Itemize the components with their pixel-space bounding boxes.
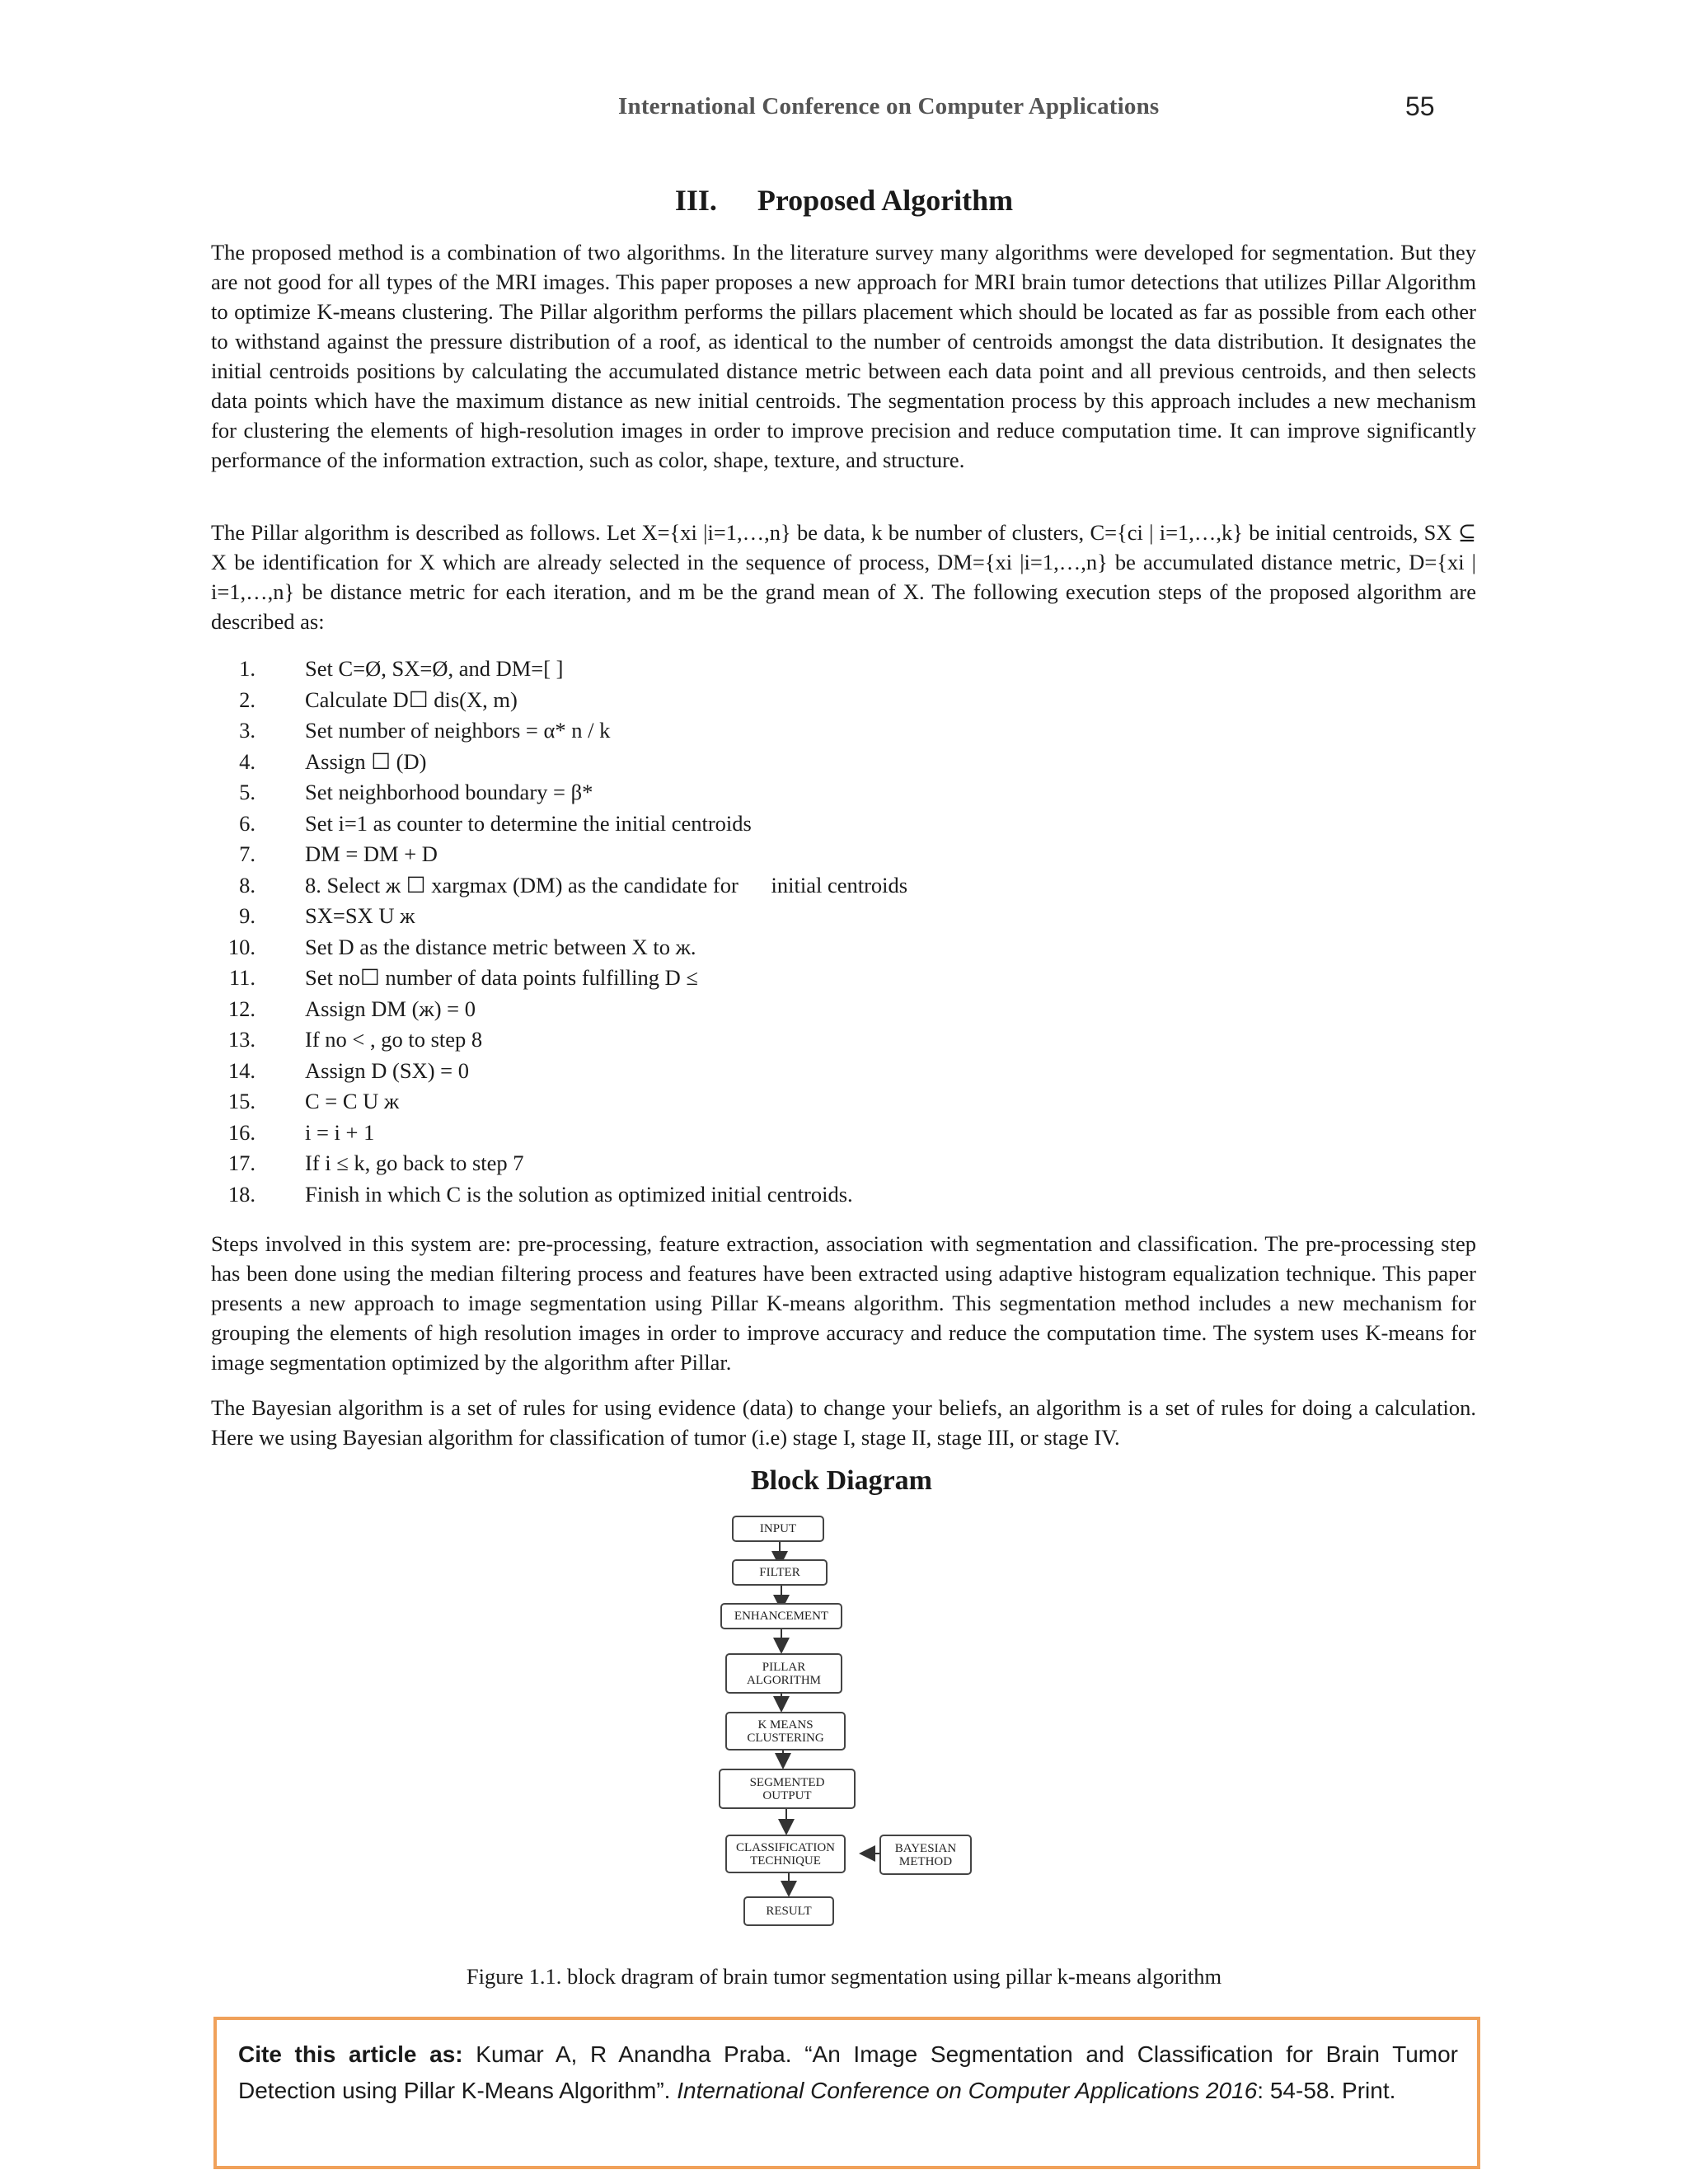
algorithm-steps-list bbox=[211, 654, 907, 1210]
block-diagram bbox=[709, 1512, 989, 1933]
paragraph-bayesian: The Bayesian algorithm is a set of rules for using evidence (data) to change your beliefs, an algorithm is a set of rules for doing a calculation. Here we using Bayesian algorithm for classification of tumor (i.e) stage I, stage II, stage III, or stage IV. bbox=[211, 1395, 1476, 1450]
section-heading bbox=[0, 183, 1688, 218]
box-pillar-algorithm: PILLAR ALGORITHM bbox=[725, 1653, 842, 1694]
list-item: 6. Set i=1 as counter to determine the initial centroids bbox=[239, 810, 752, 836]
list-item: 7. DM = DM + D bbox=[239, 841, 438, 866]
list-item: 14. Assign D (SX) = 0 bbox=[227, 1057, 469, 1083]
list-item: 18. Finish in which C is the solution as optimized initial centroids. bbox=[227, 1181, 853, 1207]
figure-caption: Figure 1.1. block dragram of brain tumor segmentation using pillar k-means algorithm bbox=[466, 1964, 1222, 1989]
list-item: 4. Assign ☐ (D) bbox=[239, 748, 427, 774]
box-classification-technique: CLASSIFICATION TECHNIQUE bbox=[725, 1835, 846, 1873]
box-segmented-output: SEGMENTED OUTPUT bbox=[719, 1769, 856, 1809]
citation-authors-title: Kumar A, R Anandha Praba. “An Image Segmentation and Classification for Brain Tumor Detection using Pillar K-Means Algorithm”. bbox=[238, 2041, 1459, 2103]
list-item: 11. Set no☐ number of data points fulfilling D ≤ bbox=[228, 965, 698, 990]
box-result: RESULT bbox=[743, 1896, 834, 1926]
paragraph-intro: The proposed method is a combination of two algorithms. In the literature survey many algorithms were developed for segmentation. But they are not good for all types of the MRI images. This paper proposes a new approach for MRI brain tumor detections that utilizes Pillar Algorithm to optimize K-means clustering. The Pillar algorithm performs the pillars placement which should be located as far as possible from each other to withstand against the pressure distribution of a roof, as identical to the number of centroids amongst the data distribution. It designates the initial centroids positions by calculating the accumulated distance metric between each data point and all previous centroids, and then selects data points which have the maximum distance as new initial centroids. The segmentation process by this approach includes a new mechanism for clustering the elements of high-resolution images in order to improve precision and reduce computation time. It can improve significantly performance of the information extraction, such as color, shape, texture, and structure. bbox=[211, 240, 1476, 472]
box-input: INPUT bbox=[732, 1516, 824, 1542]
page-number: 55 bbox=[1405, 91, 1435, 121]
citation-box bbox=[213, 2017, 1480, 2169]
section-number: III. bbox=[674, 184, 717, 217]
box-bayesian-method: BAYESIAN METHOD bbox=[879, 1835, 972, 1875]
list-item: 16. i = i + 1 bbox=[227, 1119, 375, 1145]
section-title: Proposed Algorithm bbox=[757, 184, 1014, 217]
citation-pages: : 54-58. Print. bbox=[1257, 2078, 1396, 2103]
citation-venue: International Conference on Computer Applications 2016 bbox=[677, 2078, 1258, 2103]
list-item: 17. If i ≤ k, go back to step 7 bbox=[227, 1151, 524, 1175]
list-item: 13. If no < , go to step 8 bbox=[227, 1027, 483, 1052]
list-item: 2. Calculate D☐ dis(X, m) bbox=[239, 687, 518, 712]
running-header-title: International Conference on Computer Applications bbox=[618, 93, 1160, 120]
list-item: 15. C = C U ж bbox=[227, 1089, 400, 1113]
box-filter: FILTER bbox=[732, 1559, 828, 1586]
list-item: 12. Assign DM (ж) = 0 bbox=[227, 996, 476, 1021]
list-item: 5. Set neighborhood boundary = β* bbox=[239, 780, 593, 804]
box-kmeans-clustering: K MEANS CLUSTERING bbox=[725, 1712, 846, 1750]
list-item: 9. SX=SX U ж bbox=[239, 903, 415, 928]
citation-label: Cite this article as: bbox=[238, 2041, 463, 2067]
paragraph-pillar-definition: The Pillar algorithm is described as follows. Let X={xi |i=1,…,n} be data, k be number of clusters, C={ci | i=1,…,k} be initial centroids, SX ⊆ X be identification for X which are already selected in the sequence of process, DM={xi |i=1,…,n} be accumulated distance metric, D={xi | i=1,…,n} be distance metric for each iteration, and m be the grand mean of X. The following execution steps of the proposed algorithm are described as: bbox=[211, 520, 1476, 634]
box-enhancement: ENHANCEMENT bbox=[720, 1603, 842, 1629]
diagram-title: Block Diagram bbox=[750, 1465, 933, 1496]
list-item: 10. Set D as the distance metric between X to ж. bbox=[227, 934, 696, 959]
citation-text bbox=[238, 2036, 1458, 2109]
list-item: 3. Set number of neighbors = α* n / k bbox=[239, 718, 611, 743]
list-item: 8. 8. Select ж ☐ xargmax (DM) as the candidate for initial centroids bbox=[239, 872, 908, 898]
paragraph-system-steps: Steps involved in this system are: pre-processing, feature extraction, association with segmentation and classification. The pre-processing step has been done using the median filtering process and features have been extracted using adaptive histogram equalization technique. This paper presents a new approach to image segmentation using Pillar K-means algorithm. This segmentation method includes a new mechanism for grouping the elements of high resolution images in order to improve accuracy and reduce the computation time. The system uses K-means for image segmentation optimized by the algorithm after Pillar. bbox=[211, 1231, 1476, 1375]
list-item: 1. Set C=Ø, SX=Ø, and DM=[ ] bbox=[239, 656, 564, 681]
